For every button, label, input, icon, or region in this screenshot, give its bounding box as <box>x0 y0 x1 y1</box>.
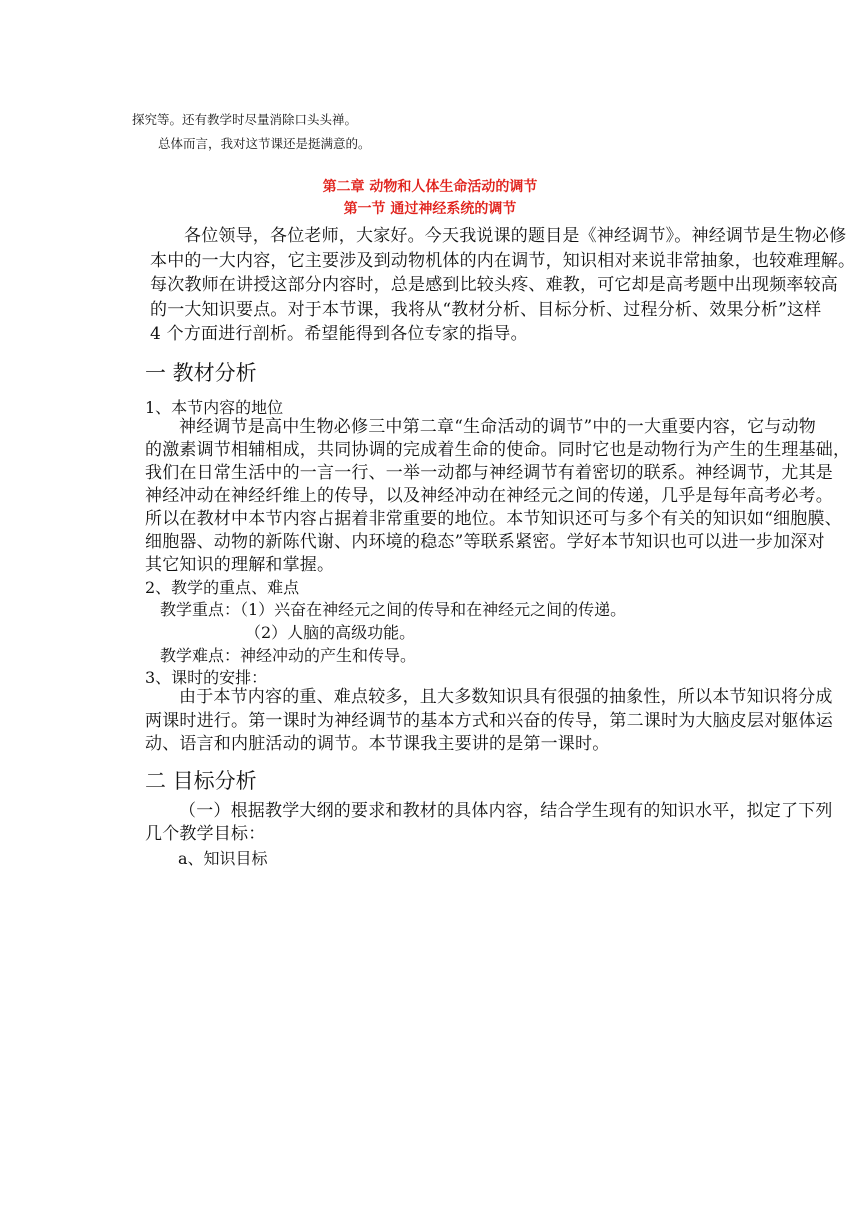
paragraph-line: 我们在日常生活中的一言一行、一举一动都与神经调节有着密切的联系。神经调节，尤其是 <box>145 463 833 483</box>
paragraph-line: （一）根据教学大纲的要求和教材的具体内容，结合学生现有的知识水平，拟定了下列 <box>179 801 833 821</box>
part1-sub1: 1、本节内容的地位 <box>145 398 284 417</box>
paragraph-line: 其它知识的理解和掌握。 <box>145 555 335 575</box>
key-point-1: 教学重点：（1）兴奋在神经元之间的传导和在神经元之间的传递。 <box>160 600 627 619</box>
opening-line: 本中的一大内容，它主要涉及到动物机体的内在调节，知识相对来说非常抽象，也较难理解。 <box>150 250 856 271</box>
opening-line: 4 个方面进行剖析。希望能得到各位专家的指导。 <box>150 324 528 344</box>
opening-line: 各位领导，各位老师，大家好。今天我说课的题目是《神经调节》。神经调节是生物必修 <box>184 226 847 246</box>
part1-sub1-paragraph <box>145 416 850 577</box>
paragraph-line: 所以在教材中本节内容占据着非常重要的地位。本节知识还可与多个有关的知识如“细胞膜、 <box>145 509 842 529</box>
key-point-2: （2）人脑的高级功能。 <box>245 623 416 642</box>
opening-line: 的一大知识要点。对于本节课，我将从“教材分析、目标分析、过程分析、效果分析”这样 <box>150 299 822 320</box>
opening-line: 每次教师在讲授这部分内容时，总是感到比较头疼、难教，可它却是高考题中出现频率较高 <box>150 275 838 295</box>
intro-line-1: 探究等。还有教学时尽量消除口头头禅。 <box>132 112 358 127</box>
part1-sub3: 3、课时的安排： <box>145 668 268 687</box>
paragraph-line: 两课时进行。第一课时为神经调节的基本方式和兴奋的传导，第二课时为大脑皮层对躯体运 <box>145 710 833 731</box>
part1-sub2: 2、教学的重点、难点 <box>145 578 300 597</box>
paragraph-line: 的激素调节相辅相成，共同协调的完成着生命的使命。同时它也是动物行为产生的生理基础， <box>145 440 851 460</box>
paragraph-line: 细胞器、动物的新陈代谢、内环境的稳态”等联系紧密。学好本节知识也可以进一步加深对 <box>145 532 825 552</box>
intro-line-2: 总体而言，我对这节课还是挺满意的。 <box>158 136 371 151</box>
section-title: 第一节 通过神经系统的调节 <box>343 201 517 217</box>
part2-heading: 二 目标分析 <box>145 769 257 793</box>
part1-heading: 一 教材分析 <box>145 361 257 385</box>
paragraph-line: 神经调节是高中生物必修三中第二章“生命活动的调节”中的一大重要内容，它与动物 <box>179 417 816 437</box>
paragraph-line: 几个教学目标： <box>145 824 266 844</box>
part2-paragraph <box>145 800 833 846</box>
chapter-title: 第二章 动物和人体生命活动的调节 <box>322 179 538 195</box>
opening-paragraph <box>150 224 855 347</box>
paragraph-line: 神经冲动在神经纤维上的传导，以及神经冲动在神经元之间的传递，几乎是每年高考必考。 <box>145 486 833 506</box>
part1-sub3-paragraph <box>145 686 833 757</box>
difficulty: 教学难点：神经冲动的产生和传导。 <box>160 646 417 665</box>
knowledge-goal-item: a、知识目标 <box>178 849 268 868</box>
paragraph-line: 由于本节内容的重、难点较多，且大多数知识具有很强的抽象性，所以本节知识将分成 <box>179 687 833 707</box>
paragraph-line: 动、语言和内脏活动的调节。本节课我主要讲的是第一课时。 <box>145 734 610 754</box>
